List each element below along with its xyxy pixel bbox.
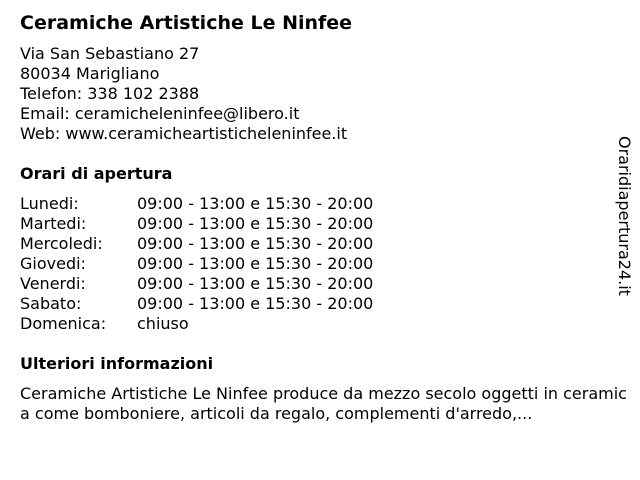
email-line: Email: ceramicheleninfee@libero.it (20, 104, 300, 123)
hours-row-wednesday (20, 234, 440, 254)
business-name: Ceramiche Artistiche Le Ninfee (20, 12, 353, 34)
address-street: Via San Sebastiano 27 (20, 44, 200, 63)
hours-heading: Orari di apertura (20, 164, 173, 183)
time-value: 09:00 - 13:00 e 15:30 - 20:00 (137, 214, 374, 233)
hours-row-monday (20, 194, 440, 214)
time-value: 09:00 - 13:00 e 15:30 - 20:00 (137, 234, 374, 253)
time-value: 09:00 - 13:00 e 15:30 - 20:00 (137, 194, 374, 213)
day-label: Sabato: (20, 294, 82, 313)
address-city: 80034 Marigliano (20, 64, 160, 83)
time-value: 09:00 - 13:00 e 15:30 - 20:00 (137, 254, 374, 273)
web-line: Web: www.ceramicheartisticheleninfee.it (20, 124, 348, 143)
info-description: Ceramiche Artistiche Le Ninfee produce da mezzo secolo oggetti in ceramica come bomboniere, articoli da regalo, complementi d'arredo,... (20, 384, 627, 423)
brand-watermark: Oraridiapertura24.it (615, 136, 634, 296)
time-value: 09:00 - 13:00 e 15:30 - 20:00 (137, 294, 374, 313)
hours-row-tuesday (20, 214, 440, 234)
phone-line: Telefon: 338 102 2388 (20, 84, 200, 103)
day-label: Martedi: (20, 214, 87, 233)
day-label: Mercoledi: (20, 234, 103, 253)
hours-row-saturday (20, 294, 440, 314)
time-value: 09:00 - 13:00 e 15:30 - 20:00 (137, 274, 374, 293)
day-label: Lunedi: (20, 194, 79, 213)
day-label: Venerdi: (20, 274, 86, 293)
hours-row-thursday (20, 254, 440, 274)
hours-table (20, 194, 440, 334)
hours-row-sunday (20, 314, 440, 334)
contact-block (20, 44, 347, 144)
hours-row-friday (20, 274, 440, 294)
info-heading: Ulteriori informazioni (20, 354, 214, 373)
day-label: Giovedi: (20, 254, 86, 273)
time-value: chiuso (137, 314, 189, 333)
day-label: Domenica: (20, 314, 107, 333)
